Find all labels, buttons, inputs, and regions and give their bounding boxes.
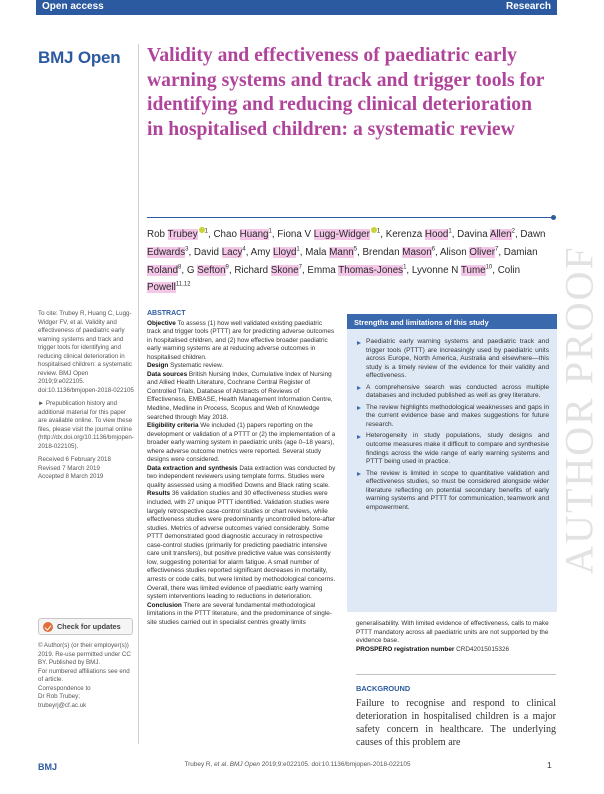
- correspondence-name: Dr Rob Trubey;: [38, 693, 80, 700]
- affiliations-note: For numbered affiliations see end of article.: [38, 667, 130, 683]
- author-item[interactable]: G Sefton$^9$,: [186, 264, 235, 276]
- check-for-updates-button[interactable]: [38, 618, 133, 635]
- strength-item: A comprehensive search was conducted across multiple databases and included published as well as grey literature.: [357, 384, 549, 401]
- abstract-continuation-text: generalisability. With limited evidence of effectiveness, calls to make PTTT mandatory across all paediatric units are not supported by the evidence base.: [356, 620, 549, 645]
- abstract-section: Conclusion There are several fundamental methodological limitations in the PTTT literature, and the predominance of single-site studies carried out in specialist centres greatly limits: [147, 601, 332, 626]
- section-label: Research: [505, 1, 551, 12]
- strength-item: The review highlights methodological weaknesses and gaps in the current evidence base and makes suggestions for future research.: [357, 404, 549, 430]
- received-date: Received 6 February 2018: [38, 456, 111, 463]
- abstract-section: Design Systematic review.: [147, 362, 224, 370]
- section-divider: [356, 674, 556, 675]
- article-title: Validity and effectiveness of paediatric early warning systems and track and trigger tools for identifying and reducing clinical deterioration in hospitalised children: a systematic review: [147, 45, 545, 140]
- abstract-section: Results 36 validation studies and 30 effectiveness studies were included, with 27 unique PTTT identified. Validation studies were largely retrospective case-control studies or chart reviews, while effectiveness studies were predominantly uncontrolled before-after studies. Metrics of adverse outcomes varied considerably. Some PTTT demonstrated good diagnostic accuracy in retrospective case-control studies (primarily for predicting paediatric intensive care unit transfers), but positive predictive value was consistently low, suggesting potential for alarm fatigue. A small number of effectiveness studies reported significant decreases in mortality, arrests or code calls, but were limited by methodological concerns. Overall, there was limited evidence of paediatric early warning system interventions leading to reductions in deterioration.: [147, 490, 336, 601]
- author-item[interactable]: David Lacy$^4$,: [193, 246, 251, 258]
- column-divider: [138, 44, 139, 744]
- correspondence-label: Correspondence to: [38, 684, 91, 692]
- cite-text: Trubey R, Huang C, Lugg-Widger FV, et al. Validity and effectiveness of paediatric early warning systems and track and trigger tools for identifying and reducing clinical deterioration in hospitalised children: a systematic review. BMJ Open 2019;9:e022105. doi:10.1136/bmjopen-2018-022105: [38, 310, 134, 394]
- abstract-section: Eligibility criteria We included (1) papers reporting on the development or validation of a PTTT or (2) the implementation of a broader early warning system in paediatric units (age 0–18 years), where adverse outcome metrics were reported. Several study designs were considered.: [147, 422, 336, 464]
- author-item[interactable]: Richard Skone$^7$,: [234, 264, 308, 276]
- watermark: AUTHOR PROOF: [556, 245, 602, 575]
- author-item[interactable]: Rob Trubey $^1$,: [147, 229, 214, 241]
- strengths-heading: Strengths and limitations of this study: [347, 314, 557, 329]
- strengths-box: [347, 314, 557, 612]
- author-item[interactable]: Amy Lloyd$^1$,: [250, 246, 306, 258]
- background-heading: BACKGROUND: [356, 684, 411, 693]
- footer-citation: Trubey R, et al. BMJ Open 2019;9:e022105. doi:10.1136/bmjopen-2018-022105: [184, 761, 411, 768]
- abstract-heading: ABSTRACT: [147, 310, 186, 317]
- cite-label: To cite:: [38, 310, 58, 317]
- author-item[interactable]: Colin Powell$^{11,12}$: [147, 264, 521, 294]
- article-sidebar: [38, 310, 135, 482]
- abstract: [147, 310, 337, 627]
- page-number: 1: [547, 760, 552, 770]
- author-item[interactable]: Dawn Edwards$^3$,: [147, 229, 546, 258]
- abstract-body: [147, 320, 337, 628]
- author-item[interactable]: Mala Mann$^5$,: [305, 246, 363, 258]
- prospero-line: PROSPERO registration number CRD42015015326: [356, 645, 510, 653]
- author-item[interactable]: Fiona V Lugg-Widger $^1$,: [277, 229, 386, 241]
- title-rule: [147, 217, 554, 218]
- prepublication-note[interactable]: ► Prepublication history and additional material for this paper are available online. To view these files, please visit the journal online (http://dx.doi.org/10.1136/bmjopen-2018-022105).: [38, 400, 134, 450]
- copyright-note: © Author(s) (or their employer(s)) 2019. Re-use permitted under CC BY. Published by BMJ.: [38, 642, 131, 666]
- author-item[interactable]: Damian Roland$^8$,: [147, 246, 538, 276]
- strength-item: Heterogeneity in study populations, study designs and outcome measures make it difficult to compare and synthesise findings across the wide range of early warning systems and PTTT being used in practice.: [357, 432, 549, 466]
- author-item[interactable]: Brendan Mason$^6$,: [362, 246, 440, 258]
- author-item[interactable]: Chao Huang$^1$,: [213, 229, 278, 241]
- author-list: [147, 225, 557, 296]
- strength-item: Paediatric early warning systems and paediatric track and trigger tools (PTTT) are increasingly used by paediatric units across Europe, North America, Australia and elsewhere—this study is a timely review of the evidence for their validity and effectiveness.: [357, 338, 549, 381]
- citation-block: [38, 310, 135, 395]
- background-text: Failure to recognise and respond to clinical deterioration in hospitalised children is a major safety concern in healthcare. The underlying causes of this problem are: [356, 698, 556, 748]
- abstract-section: Objective To assess (1) how well validated existing paediatric track and trigger tools (PTTT) are for predicting adverse outcomes in hospitalised children, and (2) how effective broader paediatric early warning systems are at reducing adverse outcomes in hospitalised children.: [147, 319, 335, 361]
- author-item[interactable]: Davina Allen$^2$,: [457, 229, 521, 241]
- author-item[interactable]: Alison Oliver$^7$,: [439, 246, 504, 258]
- author-item[interactable]: Emma Thomas-Jones$^1$,: [307, 264, 412, 276]
- sidebar-lower: [38, 642, 135, 710]
- journal-logo: BMJ Open: [38, 48, 121, 67]
- abstract-section: Data extraction and synthesis Data extraction was conducted by two independent reviewers using template forms. Studies were quality assessed using a modified Downs and Black rating scale.: [147, 464, 336, 489]
- open-access-label: Open access: [42, 1, 104, 12]
- strength-item: The review is limited in scope to quantitative validation and effectiveness studies, so must be considered alongside wider literature reflecting on potential secondary benefits of early warning systems and PTTT for communication, teamwork and empowerment.: [357, 470, 549, 513]
- correspondence-email[interactable]: trubeyrj@cf.ac.uk: [38, 701, 87, 709]
- revised-date: Revised 7 March 2019: [38, 464, 100, 472]
- author-item[interactable]: Lyvonne N Tume$^{10}$,: [411, 264, 498, 276]
- footer-logo: BMJ: [38, 762, 58, 772]
- strengths-list: [347, 329, 557, 512]
- accepted-date: Accepted 8 March 2019: [38, 473, 104, 480]
- abstract-section: Data sources British Nursing Index, Cumulative Index of Nursing and Allied Health Literature, Cochrane Central Register of Controlled Trials, Database of Abstracts of Reviews of Effectiveness, EMBASE, Health Management Information Centre, Medline, Medline in Process, Scopus and Web of Knowledge searched through May 2018.: [147, 370, 333, 421]
- author-item[interactable]: Kerenza Hood$^1$,: [385, 229, 458, 241]
- abstract-continuation: [356, 620, 556, 654]
- check-updates-label: Check for updates: [57, 622, 121, 631]
- top-banner: [36, 0, 557, 15]
- check-icon: [43, 622, 53, 632]
